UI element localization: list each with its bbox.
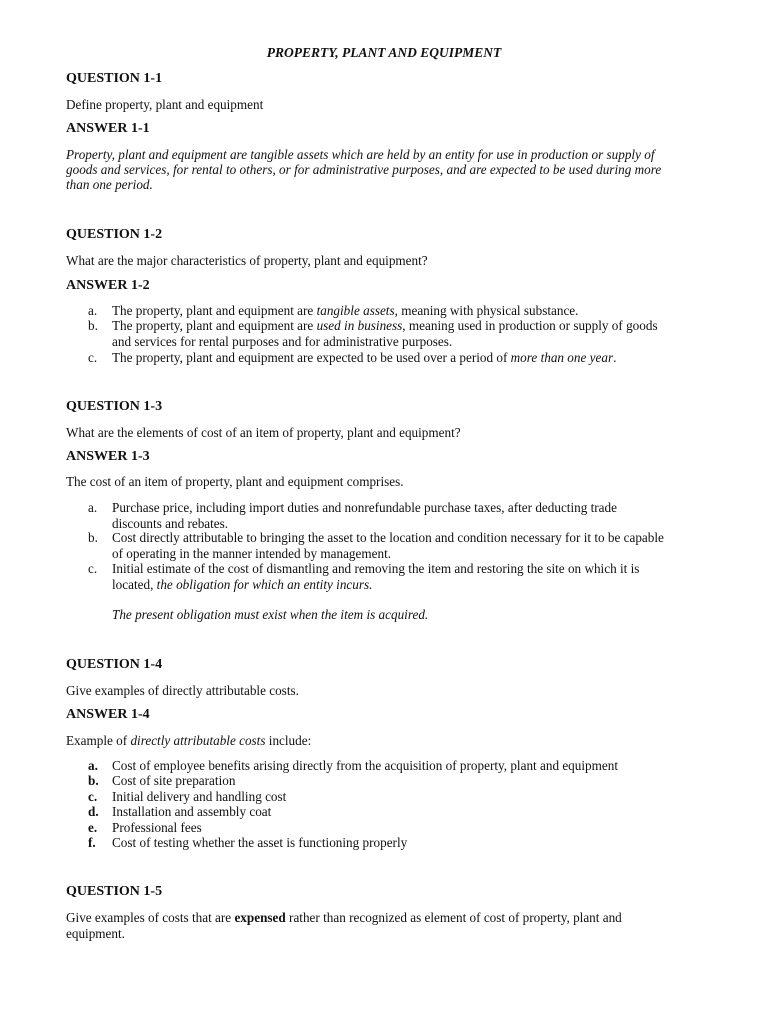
list-marker: e. (88, 820, 98, 835)
list-item-text: Installation and assembly coat (112, 804, 272, 819)
list-marker: c. (88, 789, 98, 804)
list-marker: f. (88, 835, 96, 850)
question-1-3-text: What are the elements of cost of an item of property, plant and equipment? (66, 425, 461, 440)
answer-1-4-heading: ANSWER 1-4 (66, 707, 150, 722)
list-item-text: Purchase price, including import duties and nonrefundable purchase taxes, after deducting trade discounts and rebates. (112, 500, 617, 531)
list-item-text: Cost directly attributable to bringing the asset to the location and condition necessary for it to be capable of operating in the manner intended by management. (112, 530, 664, 561)
list-item-text: Cost of employee benefits arising directly from the acquisition of property, plant and equipment (112, 758, 618, 773)
answer-1-1-line-2: goods and services, for rental to others, or for administrative purposes, and are expected to be used during more (66, 162, 662, 177)
question-1-1-heading: QUESTION 1-1 (66, 71, 163, 86)
list-item-text: The property, plant and equipment are used in business, meaning used in production or supply of goods and services for rental purposes and for administrative purposes. (112, 318, 658, 349)
question-1-4-heading: QUESTION 1-4 (66, 657, 163, 672)
list-marker: a. (88, 500, 98, 515)
question-1-3-heading: QUESTION 1-3 (66, 399, 163, 414)
answer-1-3-intro: The cost of an item of property, plant and equipment comprises. (66, 474, 404, 489)
list-item-text: Cost of testing whether the asset is functioning properly (112, 835, 408, 850)
list-marker: a. (88, 303, 98, 318)
answer-1-2-heading: ANSWER 1-2 (66, 278, 150, 293)
answer-1-1-line-3: than one period. (66, 177, 153, 192)
question-1-5-heading: QUESTION 1-5 (66, 884, 163, 899)
answer-1-1-heading: ANSWER 1-1 (66, 121, 150, 136)
list-item-text: Initial estimate of the cost of dismantling and removing the item and restoring the site on which it is located, the obligation for which an entity incurs. (112, 561, 640, 592)
question-1-1-text: Define property, plant and equipment (66, 97, 264, 112)
question-1-4-text: Give examples of directly attributable costs. (66, 683, 299, 698)
document-title: PROPERTY, PLANT AND EQUIPMENT (266, 45, 502, 60)
list-marker: c. (88, 561, 98, 576)
list-item-text: The property, plant and equipment are expected to be used over a period of more than one year. (112, 350, 617, 365)
list-item-text: Cost of site preparation (112, 773, 236, 788)
list-marker: a. (88, 758, 98, 773)
question-1-5-text: Give examples of costs that are expensed rather than recognized as element of cost of property, plant and equipment. (66, 910, 622, 941)
list-marker: b. (88, 318, 98, 333)
list-marker: b. (88, 530, 98, 545)
answer-1-3-note: The present obligation must exist when the item is acquired. (112, 607, 429, 622)
list-item-text: Professional fees (112, 820, 202, 835)
question-1-2-text: What are the major characteristics of property, plant and equipment? (66, 253, 428, 268)
answer-1-3-heading: ANSWER 1-3 (66, 449, 150, 464)
list-item-text: The property, plant and equipment are tangible assets, meaning with physical substance. (112, 303, 579, 318)
list-marker: b. (88, 773, 99, 788)
question-1-2-heading: QUESTION 1-2 (66, 227, 163, 242)
list-marker: d. (88, 804, 99, 819)
answer-1-1-line-1: Property, plant and equipment are tangible assets which are held by an entity for use in production or supply of (66, 147, 655, 162)
list-marker: c. (88, 350, 98, 365)
list-item-text: Initial delivery and handling cost (112, 789, 287, 804)
answer-1-4-intro: Example of directly attributable costs include: (66, 733, 312, 748)
